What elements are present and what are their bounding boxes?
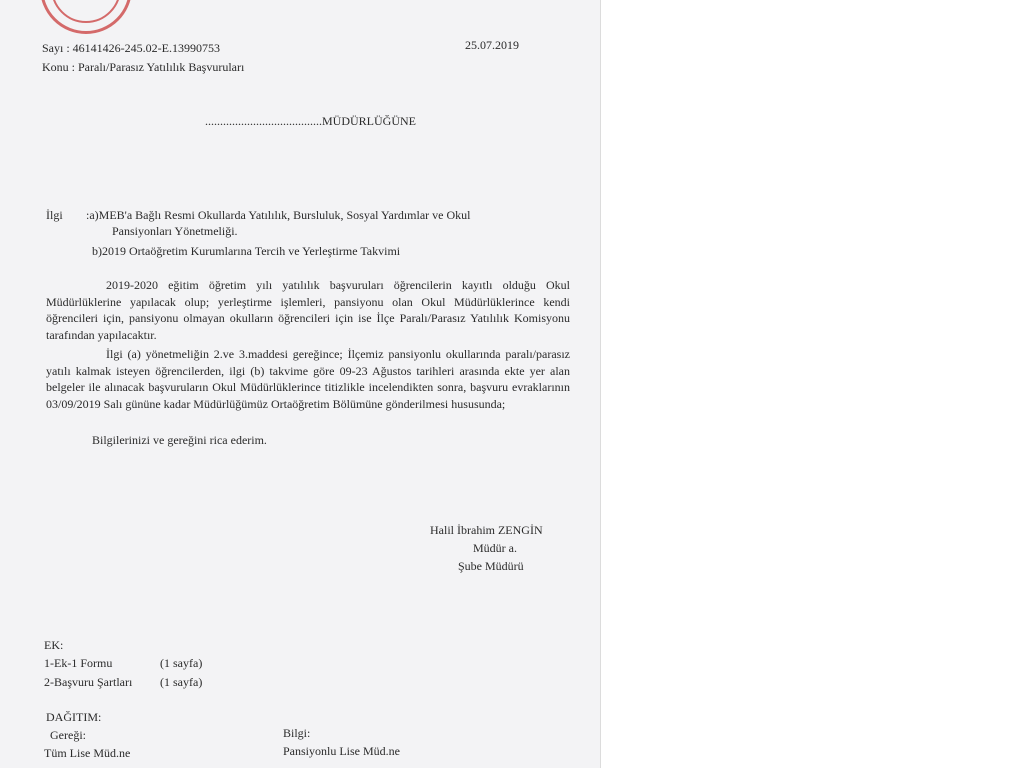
distribution-bilgi-label: Bilgi: — [283, 726, 311, 740]
ilgi-item-a-line1: :a)MEB'a Bağlı Resmi Okullarda Yatılılık, Bursluluk, Sosyal Yardımlar ve Okul — [86, 208, 471, 222]
distribution-label: DAĞITIM: — [46, 710, 102, 724]
addressee: .......................................MÜDÜRLÜĞÜNE — [205, 114, 416, 128]
attachment-2-pages: (1 sayfa) — [160, 675, 203, 689]
ministry-seal — [40, 0, 132, 34]
ilgi-item-a-line2: Pansiyonları Yönetmeliği. — [112, 224, 238, 238]
body-paragraph-1: 2019-2020 eğitim öğretim yılı yatılılık başvuruları öğrencilerin kayıtlı olduğu Okul Müdürlüklerine yapılacak olup; yerleştirme işlemleri, pansiyonu olan Okul Müdürlüklerince kendi öğrencileri için, pansiyonu olmayan okulların öğrencileri için ise İlçe Paralı/Parasız Yatılılık Komisyonu tarafından yapılacaktır. — [46, 278, 570, 342]
seal-inner-ring — [51, 0, 121, 23]
document-date: 25.07.2019 — [465, 38, 519, 52]
document-subject: Konu : Paralı/Parasız Yatılılık Başvuruları — [42, 60, 245, 74]
signatory-title: Müdür a. — [473, 541, 517, 555]
ilgi-item-b: b)2019 Ortaöğretim Kurumlarına Tercih ve Yerleştirme Takvimi — [92, 244, 401, 258]
attachment-1-pages: (1 sayfa) — [160, 656, 203, 670]
signatory-name: Halil İbrahim ZENGİN — [430, 523, 543, 537]
distribution-gereği-label: Gereği: — [50, 728, 86, 742]
document-number: Sayı : 46141426-245.02-E.13990753 — [42, 41, 220, 55]
ilgi-label: İlgi — [46, 208, 63, 222]
signatory-department: Şube Müdürü — [458, 559, 524, 573]
body-paragraph-2: İlgi (a) yönetmeliğin 2.ve 3.maddesi gereğince; İlçemiz pansiyonlu okullarında paralı/parasız yatılı kalmak isteyen öğrencilerden, ilgi (b) takvime göre 09-23 Ağustos tarihleri arasında ekte yer alan belgeler ile alınacak başvuruların Okul Müdürlüklerince titizlikle incelendikten sonra, başvuru evraklarının 03/09/2019 Salı gününe kadar Müdürlüğümüz Ortaöğretim Bölümüne gönderilmesi hususunda; — [46, 347, 570, 411]
attachments-label: EK: — [44, 638, 64, 652]
distribution-bilgi-value: Pansiyonlu Lise Müd.ne — [283, 744, 400, 758]
attachment-1-name: 1-Ek-1 Formu — [44, 656, 113, 670]
distribution-gereği-value: Tüm Lise Müd.ne — [44, 746, 131, 760]
attachment-2-name: 2-Başvuru Şartları — [44, 675, 133, 689]
closing-line: Bilgilerinizi ve gereğini rica ederim. — [92, 433, 267, 447]
